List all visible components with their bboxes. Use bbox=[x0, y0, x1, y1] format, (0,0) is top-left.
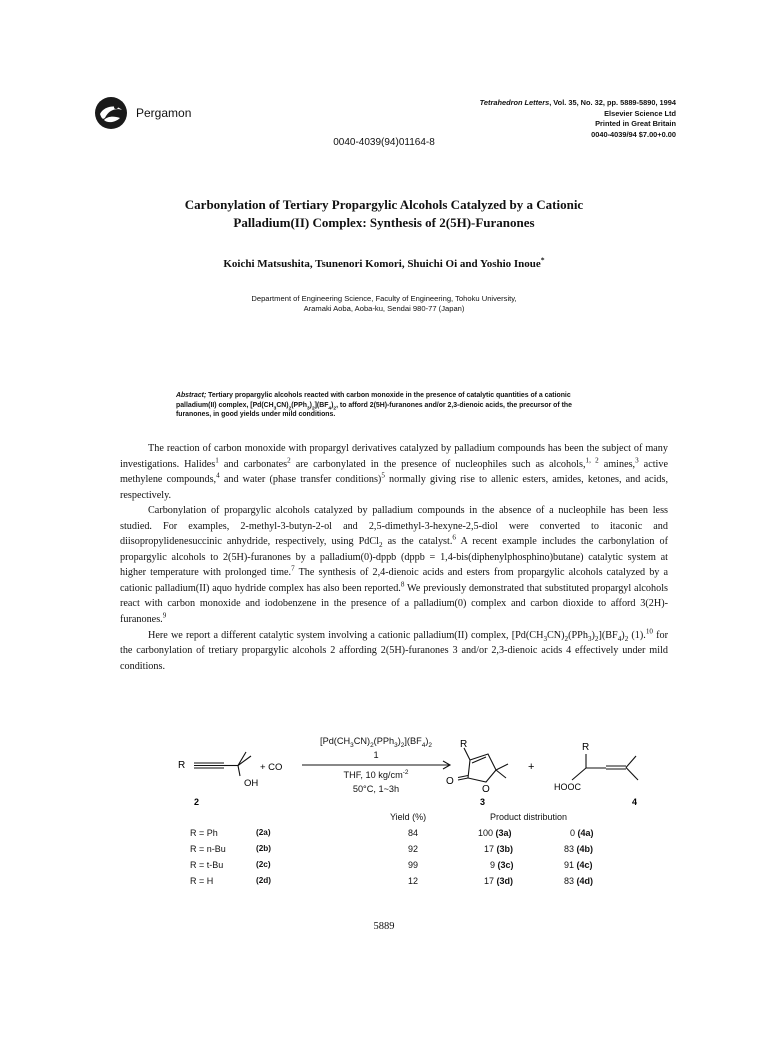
furanone-cell bbox=[478, 828, 512, 838]
table-row bbox=[190, 876, 630, 892]
text: (PPh bbox=[373, 736, 395, 746]
reference-mark: 4 bbox=[216, 471, 220, 480]
table-row bbox=[190, 844, 630, 860]
text: active methylene compounds, bbox=[120, 458, 669, 486]
subscript: 2 bbox=[379, 541, 383, 550]
abstract-text: CN) bbox=[276, 401, 289, 409]
journal-citation bbox=[480, 98, 676, 140]
r-group-label: R bbox=[178, 760, 186, 771]
abstract-text: Tertiary propargylic alcohols reacted with carbon monoxide in the presence of catalytic quantities of a cationic palladium(II) complex, [Pd(CH bbox=[176, 392, 571, 409]
hydroxyl-label: OH bbox=[244, 778, 259, 789]
journal-name: Tetrahedron Letters bbox=[479, 98, 550, 107]
ring-oxygen-label: O bbox=[482, 784, 490, 795]
value: 91 bbox=[564, 860, 575, 870]
subscript: 3 bbox=[273, 405, 277, 411]
subscript: 4 bbox=[328, 405, 332, 411]
subscript: 3 bbox=[587, 634, 592, 643]
subscript: 2 bbox=[624, 634, 629, 643]
table-row bbox=[190, 860, 630, 876]
catalyst-label bbox=[292, 736, 460, 749]
substituent-cell: R = n-Bu bbox=[190, 844, 226, 854]
conditions-line-2: 50°C, 1~3h bbox=[352, 784, 400, 794]
corresponding-mark: * bbox=[540, 255, 545, 265]
journal-volume: , Vol. 35, No. 32, pp. 5889-5890, 1994 bbox=[549, 98, 676, 107]
text: ) bbox=[621, 629, 625, 641]
compound-number-2: 2 bbox=[194, 797, 200, 807]
text: ) bbox=[397, 736, 401, 746]
carboxyl-label: HOOC bbox=[554, 782, 581, 792]
reference-mark: 7 bbox=[291, 564, 295, 573]
text: A recent example includes the carbonylation of propargylic alcohols to 2(5H)-furanones by a palladium(0)-dppb (dppb = 1,4-bis(diphenylphosphino)butane) catalytic system at higher temperature with prolonged time. bbox=[120, 536, 668, 579]
value: 0 bbox=[570, 828, 576, 838]
abstract-text: ) bbox=[309, 401, 312, 409]
abstract bbox=[176, 391, 600, 420]
text: ](BF bbox=[404, 736, 422, 746]
subscript: 3 bbox=[394, 741, 398, 749]
subscript: 3 bbox=[306, 405, 310, 411]
yield-cell: 84 bbox=[408, 828, 419, 838]
compound-label: (4b) bbox=[576, 844, 594, 854]
text: are carbonylated in the presence of nucleophiles such as alcohols, bbox=[290, 458, 586, 470]
plus-sign: + bbox=[528, 761, 535, 773]
reference-mark: 2 bbox=[287, 456, 291, 465]
value: 17 bbox=[484, 876, 495, 886]
text: The synthesis of 2,4-dienoic acids and esters from propargylic alcohols catalyzed by a cationic palladium(II) aquo hydride complex has also been reported. bbox=[120, 567, 668, 594]
substituent-cell: R = Ph bbox=[190, 828, 218, 838]
compound-number-3: 3 bbox=[480, 797, 486, 807]
text: Carbonylation of propargylic alcohols catalyzed by palladium compounds in the absence of a nucleophile has been less studied. For examples, 2-methyl-3-butyn-2-ol and 2,5-dimethyl-3-hexyne-2,5-diol were converted to itaconic and diisopropylidenesuccinic anhydride, respectively, using PdCl bbox=[120, 505, 668, 548]
furanone-cell bbox=[484, 844, 513, 854]
carbonyl-oxygen-label: O bbox=[446, 776, 454, 787]
abstract-text: ](BF bbox=[314, 401, 329, 409]
substituent-cell: R = t-Bu bbox=[190, 860, 224, 870]
compound-cell: (2b) bbox=[256, 844, 272, 853]
catalyst-number: 1 bbox=[373, 750, 379, 760]
paragraph-1 bbox=[120, 441, 668, 503]
acid-cell bbox=[564, 876, 593, 886]
compound-label: (3d) bbox=[496, 876, 514, 886]
reference-mark: 6 bbox=[452, 533, 456, 542]
author-list bbox=[0, 255, 768, 270]
publisher-block bbox=[94, 96, 191, 130]
reference-mark: 5 bbox=[381, 471, 385, 480]
yield-table bbox=[190, 812, 630, 892]
table-row bbox=[190, 828, 630, 844]
subscript: 3 bbox=[350, 741, 354, 749]
co-reagent: + CO bbox=[260, 762, 283, 773]
compound-label: (3a) bbox=[495, 828, 512, 838]
article-body bbox=[120, 441, 668, 674]
yield-cell: 92 bbox=[408, 844, 419, 854]
title-line: Palladium(II) Complex: Synthesis of 2(5H)-Furanones bbox=[233, 215, 535, 230]
acid-cell bbox=[570, 828, 594, 838]
journal-line: Printed in Great Britain bbox=[595, 119, 676, 128]
r-group-label: R bbox=[460, 739, 468, 750]
table-header-row bbox=[190, 812, 630, 828]
text: amines, bbox=[598, 458, 636, 470]
acid-cell bbox=[564, 860, 593, 870]
subscript: 3 bbox=[543, 634, 547, 643]
paragraph-2 bbox=[120, 503, 668, 627]
journal-line: Elsevier Science Ltd bbox=[604, 108, 676, 118]
text: We previously demonstrated that substituted propargyl alcohols react with carbon monoxide and iodobenzene in the presence of a palladium(0) complex and carbon dioxide to afford 3(2H)-furanones. bbox=[120, 582, 669, 626]
text: Here we report a different catalytic system involving a cationic palladium(II) complex, [Pd(CH bbox=[148, 629, 544, 641]
affiliation bbox=[0, 294, 768, 314]
compound-label: (4a) bbox=[577, 828, 594, 838]
subscript: 2 bbox=[428, 741, 432, 749]
reaction-scheme bbox=[150, 734, 710, 820]
value: 9 bbox=[490, 860, 496, 870]
text: and carbonates bbox=[218, 458, 288, 470]
page-number: 5889 bbox=[373, 921, 395, 932]
reference-mark: 9 bbox=[162, 611, 167, 620]
subscript: 2 bbox=[564, 634, 569, 643]
compound-cell: (2a) bbox=[256, 828, 271, 837]
value: 83 bbox=[564, 876, 575, 886]
text: ) bbox=[591, 629, 595, 641]
reference-mark: 1, 2 bbox=[585, 456, 599, 465]
publisher-name: Pergamon bbox=[136, 106, 192, 120]
reference-mark: 1 bbox=[215, 456, 219, 465]
text: CN) bbox=[353, 736, 371, 746]
reference-mark: 10 bbox=[645, 627, 653, 636]
abstract-text: , to afford 2(5H)-furanones and/or 2,3-dienoic acids, the precursor of the furanones, in good yields under mild conditions. bbox=[176, 401, 572, 419]
value: 100 bbox=[478, 828, 494, 838]
subscript: 2 bbox=[288, 405, 292, 411]
text: (1). bbox=[628, 629, 646, 641]
subscript: 4 bbox=[421, 741, 426, 749]
compound-label: (3c) bbox=[497, 860, 514, 870]
article-title bbox=[110, 196, 658, 232]
text: ](BF bbox=[598, 629, 618, 641]
author-names: Koichi Matsushita, Tsunenori Komori, Shuichi Oi and Yoshio Inoue bbox=[223, 258, 541, 270]
text: and water (phase transfer conditions) bbox=[219, 474, 382, 486]
furanone-cell bbox=[484, 876, 513, 886]
text: THF, 10 kg/cm bbox=[343, 770, 403, 780]
yield-cell: 12 bbox=[408, 876, 419, 886]
superscript: -2 bbox=[402, 768, 409, 776]
reference-mark: 8 bbox=[400, 580, 405, 589]
text: ) bbox=[425, 736, 429, 746]
abstract-label: Abstract; bbox=[176, 392, 207, 399]
compound-label: (4d) bbox=[576, 876, 594, 886]
acid-cell bbox=[564, 844, 593, 854]
article-doi: 0040-4039(94)01164-8 bbox=[333, 137, 435, 148]
affiliation-line: Department of Engineering Science, Faculty of Engineering, Tohoku University, bbox=[251, 294, 517, 303]
abstract-text: ) bbox=[331, 401, 334, 409]
subscript: 2 bbox=[400, 741, 405, 749]
text: [Pd(CH bbox=[320, 736, 351, 746]
pergamon-logo-icon bbox=[94, 96, 128, 130]
substituent-cell: R = H bbox=[190, 876, 214, 886]
compound-label: (3b) bbox=[496, 844, 514, 854]
subscript: 4 bbox=[617, 634, 622, 643]
text: for the carbonylation of tretiary propargylic alcohols 2 affording 2(5H)-furanones 3 and/or 2,3-dienoic acids 4 effectively under mild conditions. bbox=[120, 629, 668, 672]
affiliation-line: Aramaki Aoba, Aoba-ku, Sendai 980-77 (Japan) bbox=[303, 304, 465, 313]
journal-line: 0040-4039/94 $7.00+0.00 bbox=[591, 129, 676, 139]
value: 83 bbox=[564, 844, 575, 854]
compound-number-4: 4 bbox=[632, 797, 638, 807]
subscript: 2 bbox=[333, 405, 337, 411]
distribution-column-header: Product distribution bbox=[490, 812, 568, 822]
yield-cell: 99 bbox=[408, 860, 419, 870]
subscript: 2 bbox=[594, 634, 599, 643]
subscript: 2 bbox=[370, 741, 374, 749]
text: The reaction of carbon monoxide with propargyl derivatives catalyzed by palladium compounds has been the subject of many investigations. Halides bbox=[120, 443, 668, 470]
text: normally giving rise to allenic esters, amides, ketones, and acids, respectively. bbox=[120, 474, 668, 501]
r-group-label: R bbox=[582, 742, 590, 753]
reference-mark: 3 bbox=[635, 456, 639, 465]
furanone-cell bbox=[490, 860, 514, 870]
compound-label: (4c) bbox=[576, 860, 593, 870]
compound-cell: (2d) bbox=[256, 876, 272, 885]
text: CN) bbox=[547, 629, 565, 641]
subscript: 2 bbox=[311, 405, 315, 411]
text: (PPh bbox=[568, 629, 588, 641]
title-line: Carbonylation of Tertiary Propargylic Alcohols Catalyzed by a Cationic bbox=[184, 197, 584, 212]
compound-cell: (2c) bbox=[256, 860, 271, 869]
value: 17 bbox=[484, 844, 495, 854]
conditions-line-1 bbox=[292, 770, 460, 780]
yield-column-header: Yield (%) bbox=[390, 812, 427, 822]
paragraph-3 bbox=[120, 628, 668, 675]
abstract-text: (PPh bbox=[291, 401, 307, 409]
text: as the catalyst. bbox=[382, 536, 453, 548]
